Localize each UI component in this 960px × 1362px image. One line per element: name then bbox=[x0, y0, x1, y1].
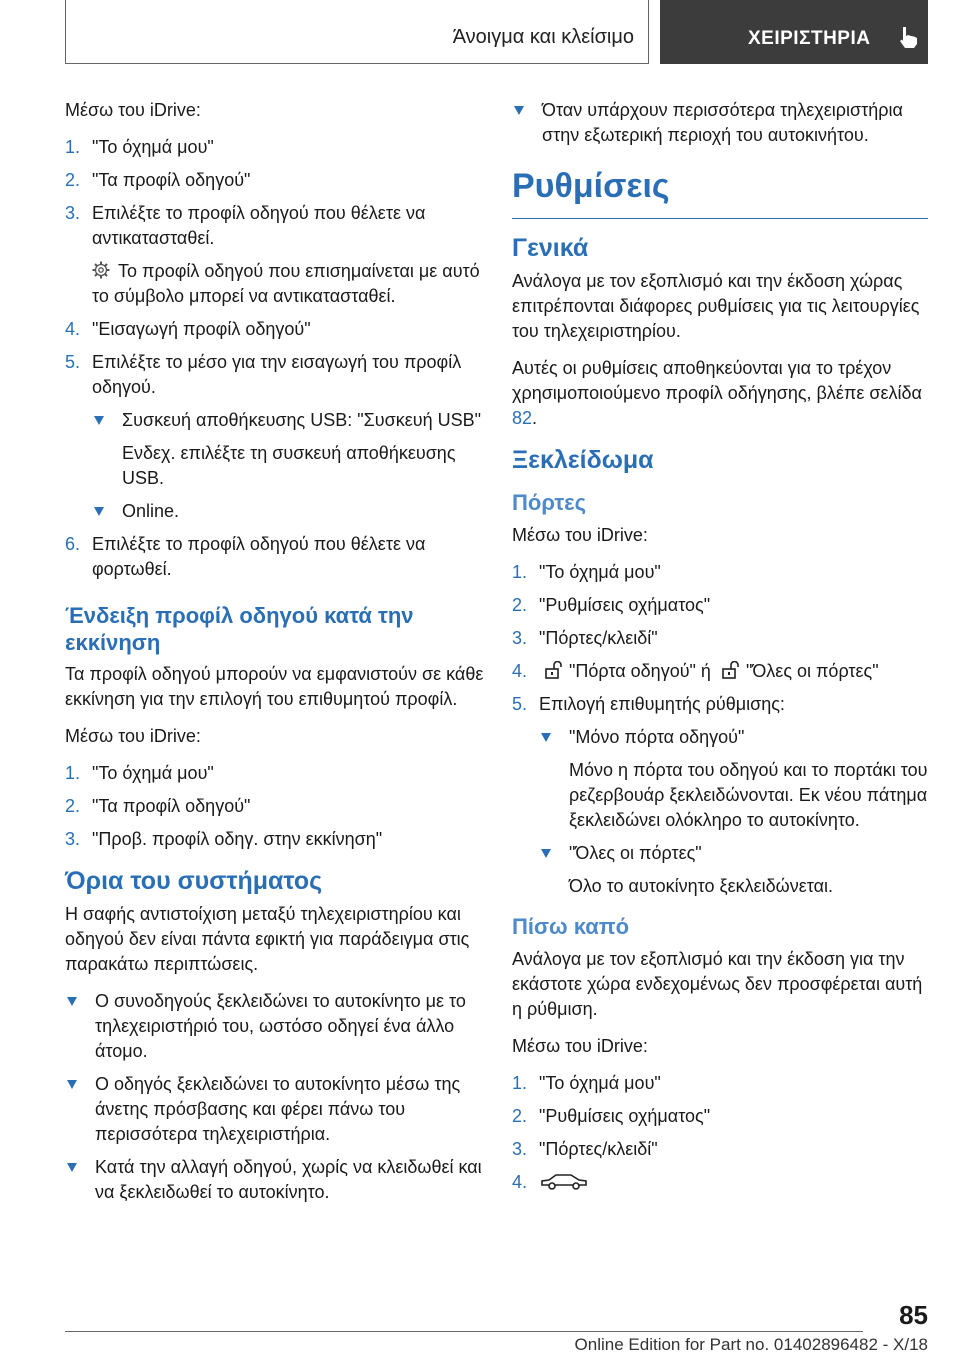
general-paragraph: Ανάλογα με τον εξοπλισμό και την έκδοση χώρας επιτρέπονται διάφορες ρυθμίσεις για τις λειτουργίες του τηλεχειριστηρίου. bbox=[512, 271, 920, 341]
startup-paragraph: Τα προφίλ οδηγού μπορούν να εμφανιστούν σε κάθε εκκίνηση για την επιλογή του επιθυμητού προφίλ. bbox=[65, 664, 484, 709]
list-item bbox=[65, 317, 485, 342]
bullet-text: "Όλες οι πόρτες" bbox=[569, 843, 702, 863]
heading-general: Γενικά bbox=[512, 234, 589, 262]
bullet-note: Ενδεχ. επιλέξτε τη συσκευή αποθήκευσης USB. bbox=[122, 443, 456, 488]
list-number: 5. bbox=[65, 352, 81, 372]
list-text: Επιλέξτε το προφίλ οδηγού που θέλετε να φορτωθεί. bbox=[92, 534, 426, 579]
lock-icon bbox=[545, 661, 563, 679]
list-text: "Ρυθμίσεις οχήματος" bbox=[539, 1106, 711, 1126]
list-text: "Εισαγωγή προφίλ οδηγού" bbox=[92, 319, 311, 339]
list-text: "Το όχημά μου" bbox=[539, 1073, 661, 1093]
bullet-note: Όλο το αυτοκίνητο ξεκλειδώνεται. bbox=[569, 876, 834, 896]
list-text: "Τα προφίλ οδηγού" bbox=[92, 170, 251, 190]
list-item bbox=[65, 201, 485, 251]
bullet-text: Κατά την αλλαγή οδηγού, χωρίς να κλειδωθεί και να ξεκλειδωθεί το αυτοκίνητο. bbox=[95, 1157, 482, 1202]
heading-startup-display: Ένδειξη προφίλ οδηγού κατά την εκκίνηση bbox=[65, 603, 414, 655]
bullet-triangle-icon bbox=[94, 416, 104, 425]
heading-doors: Πόρτες bbox=[512, 490, 587, 515]
heading-settings: Ρυθμίσεις bbox=[512, 166, 928, 219]
bullet-text: "Μόνο πόρτα οδηγού" bbox=[569, 727, 745, 747]
list-item bbox=[512, 626, 928, 651]
gear-note-text: Το προφίλ οδηγού που επισημαίνεται με αυτό το σύμβολο μπορεί να αντικατασταθεί. bbox=[92, 261, 480, 306]
bullet-triangle-icon bbox=[94, 507, 104, 516]
list-text: "Προβ. προφίλ οδηγ. στην εκκίνηση" bbox=[92, 829, 383, 849]
list-item bbox=[65, 135, 485, 160]
left-column bbox=[65, 98, 485, 1213]
heading-unlock: Ξεκλείδωμα bbox=[512, 446, 654, 474]
list-number: 4. bbox=[512, 661, 528, 681]
list-item bbox=[512, 593, 928, 618]
heading-trunk: Πίσω καπό bbox=[512, 914, 630, 939]
bullet-item bbox=[65, 989, 485, 1064]
heading-system-limits: Όρια του συστήματος bbox=[65, 867, 323, 895]
list-item bbox=[65, 761, 485, 786]
bullet-text: Online. bbox=[122, 501, 180, 521]
car-icon bbox=[539, 1172, 589, 1190]
bullet-item bbox=[512, 98, 928, 148]
list-text: Επιλογή επιθυμητής ρύθμισης: bbox=[539, 694, 785, 714]
page-number: 85 bbox=[899, 1300, 928, 1330]
intro-text: Μέσω του iDrive: bbox=[65, 726, 201, 746]
paragraph-text: . bbox=[532, 408, 538, 428]
list-text: "Πόρτες/κλειδί" bbox=[539, 1139, 658, 1159]
footer-edition: Online Edition for Part no. 01402896482 - X/18 bbox=[574, 1335, 928, 1354]
list-number: 1. bbox=[512, 562, 528, 582]
list-text: "Το όχημά μου" bbox=[92, 763, 214, 783]
list-number: 5. bbox=[512, 694, 528, 714]
lock-icon bbox=[722, 661, 740, 679]
hand-pointer-icon bbox=[896, 24, 922, 50]
list-item bbox=[512, 560, 928, 585]
list-item bbox=[65, 794, 485, 819]
bullet-triangle-icon bbox=[541, 733, 551, 742]
trunk-paragraph: Ανάλογα με τον εξοπλισμό και την έκδοση για την εκάστοτε χώρα ενδεχομένως δεν προσφέρεται αυτή η ρύθμιση. bbox=[512, 949, 923, 1019]
list-number: 2. bbox=[65, 796, 81, 816]
list-item bbox=[65, 350, 485, 400]
footer-divider bbox=[65, 1331, 863, 1332]
list-text: "Το όχημά μου" bbox=[92, 137, 214, 157]
page-link[interactable]: 82 bbox=[512, 408, 533, 428]
list-number: 2. bbox=[512, 1106, 528, 1126]
list-item bbox=[512, 1170, 928, 1195]
paragraph-text: Αυτές οι ρυθμίσεις αποθηκεύονται για το τρέχον χρησιμοποιούμενο προφίλ οδήγησης, βλέπε σελίδα bbox=[512, 358, 922, 403]
list-text: "Πόρτα οδηγού" ή bbox=[569, 661, 711, 681]
intro-text: Μέσω του iDrive: bbox=[512, 525, 648, 545]
list-item bbox=[512, 659, 928, 684]
bullet-item bbox=[65, 1072, 485, 1147]
bullet-item bbox=[92, 499, 485, 524]
list-text: Επιλέξτε το μέσο για την εισαγωγή του προφίλ οδηγού. bbox=[92, 352, 462, 397]
list-item bbox=[65, 827, 485, 852]
general-paragraph-2 bbox=[512, 356, 928, 431]
list-number: 4. bbox=[512, 1172, 528, 1192]
bullet-note: Μόνο η πόρτα του οδηγού και το πορτάκι του ρεζερβουάρ ξεκλειδώνονται. Εκ νέου πάτημα ξεκλειδώνει ολόκληρο το αυτοκίνητο. bbox=[569, 760, 928, 830]
list-text: "Ρυθμίσεις οχήματος" bbox=[539, 595, 711, 615]
bullet-text: Ο οδηγός ξεκλειδώνει το αυτοκίνητο μέσω της άνετης πρόσβασης και φέρει πάνω του περισσότερα τηλεχειριστήρια. bbox=[95, 1074, 461, 1144]
bullet-text: Συσκευή αποθήκευσης USB: "Συσκευή USB" bbox=[122, 410, 481, 430]
bullet-text: Ο συνοδηγούς ξεκλειδώνει το αυτοκίνητο με το τηλεχειριστήριό του, ωστόσο οδηγεί ένα άλλο άτομο. bbox=[95, 991, 466, 1061]
bullet-item bbox=[65, 1155, 485, 1205]
bullet-triangle-icon bbox=[541, 849, 551, 858]
list-number: 3. bbox=[512, 628, 528, 648]
list-number: 3. bbox=[512, 1139, 528, 1159]
list-number: 1. bbox=[65, 763, 81, 783]
bullet-text: Όταν υπάρχουν περισσότερα τηλεχειριστήρια στην εξωτερική περιοχή του αυτοκινήτου. bbox=[542, 100, 903, 145]
intro-text: Μέσω του iDrive: bbox=[512, 1036, 648, 1056]
bullet-item bbox=[92, 408, 485, 433]
bullet-item bbox=[539, 841, 928, 866]
bullet-item bbox=[539, 725, 928, 750]
list-text: Επιλέξτε το προφίλ οδηγού που θέλετε να αντικατασταθεί. bbox=[92, 203, 426, 248]
list-text: "Όλες οι πόρτες" bbox=[745, 661, 879, 681]
right-column bbox=[512, 98, 928, 1203]
list-item bbox=[512, 1104, 928, 1129]
list-item bbox=[512, 692, 928, 717]
limits-paragraph: Η σαφής αντιστοίχιση μεταξύ τηλεχειριστηρίου και οδηγού δεν είναι πάντα εφικτή για παράδειγμα στις παρακάτω περιπτώσεις. bbox=[65, 904, 470, 974]
bullet-triangle-icon bbox=[67, 997, 77, 1006]
list-number: 6. bbox=[65, 534, 81, 554]
list-item bbox=[512, 1071, 928, 1096]
bullet-triangle-icon bbox=[67, 1080, 77, 1089]
bullet-triangle-icon bbox=[514, 106, 524, 115]
intro-text: Μέσω του iDrive: bbox=[65, 100, 201, 120]
list-item bbox=[65, 532, 485, 582]
list-number: 3. bbox=[65, 203, 81, 223]
list-text: "Τα προφίλ οδηγού" bbox=[92, 796, 251, 816]
header-manual-tab bbox=[660, 0, 928, 64]
header-section-box bbox=[65, 0, 649, 64]
list-text: "Πόρτες/κλειδί" bbox=[539, 628, 658, 648]
gear-icon bbox=[92, 261, 110, 279]
list-number: 1. bbox=[65, 137, 81, 157]
header-section-title: Άνοιγμα και κλείσιμο bbox=[452, 26, 634, 48]
gear-note bbox=[65, 259, 485, 309]
bullet-triangle-icon bbox=[67, 1163, 77, 1172]
list-number: 4. bbox=[65, 319, 81, 339]
list-text: "Το όχημά μου" bbox=[539, 562, 661, 582]
list-item bbox=[65, 168, 485, 193]
list-item bbox=[512, 1137, 928, 1162]
list-number: 1. bbox=[512, 1073, 528, 1093]
list-number: 3. bbox=[65, 829, 81, 849]
list-number: 2. bbox=[65, 170, 81, 190]
list-number: 2. bbox=[512, 595, 528, 615]
header-manual-label: ΧΕΙΡΙΣΤΗΡΙΑ bbox=[748, 28, 871, 49]
